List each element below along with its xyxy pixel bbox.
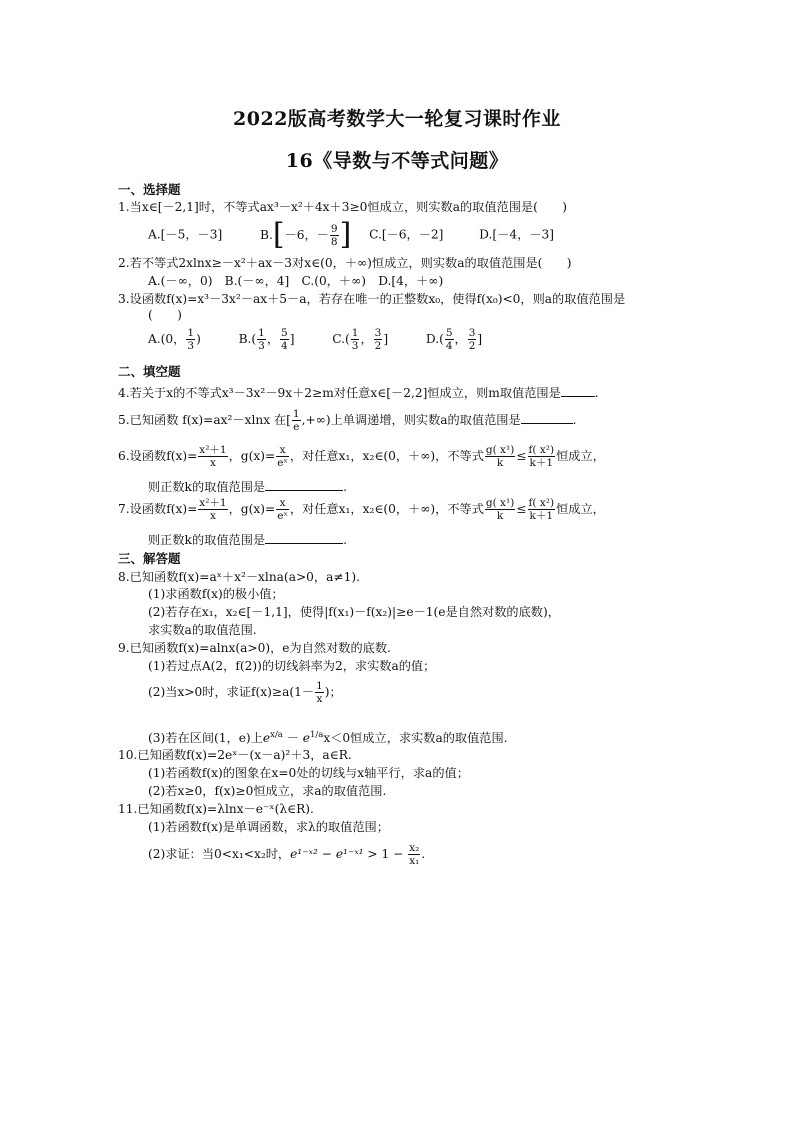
question-8-part1: (1)求函数f(x)的极小值； (148, 587, 284, 601)
q9-p3-e1: e (262, 731, 271, 746)
q9-p3-pre: (3)若在区间(1，e)上 (148, 731, 263, 746)
question-8-part2: (2)若存在x₁，x₂∈[－1,1]，使得|f(x₁)－f(x₂)|≥e－1(e是自然对数的底数)， (148, 605, 560, 619)
q9-p2-pre: (2)当x>0时，求证f(x)≥a(1－ (148, 685, 315, 699)
q7-line2-text: 则正数k的取值范围是 (148, 533, 266, 547)
q7-post: 恒成立， (556, 502, 605, 516)
q3-option-a (148, 327, 201, 352)
q7-l-den: k (496, 510, 504, 522)
q3-b-d1: 3 (258, 340, 265, 352)
q11-p2-pre: (2)求证：当0<x₁<x₂时， (148, 847, 291, 861)
q1-bracket-left: [ (272, 217, 285, 252)
q3-d-d1: 4 (445, 340, 453, 352)
q9-p3-post: 恒成立，求实数a的取值范围. (350, 731, 508, 746)
q4-stem: 4.若关于x的不等式x³－3x²－9x＋2≥m对任意x∈[－2,2]恒成立，则m取值范围是 (118, 386, 561, 400)
q7-g-frac (276, 497, 289, 522)
q1-b-den: 8 (330, 235, 338, 248)
question-11-part2 (148, 842, 425, 874)
q9-p3-e2: e (302, 731, 310, 746)
question-7 (118, 497, 605, 529)
q3-c-frac1 (351, 327, 360, 352)
question-2-stem: 2.若不等式2xlnx≥－x²＋ax－3对x∈(0，＋∞)恒成立，则实数a的取值范围是( ) (118, 256, 572, 270)
section-heading-solve: 三、解答题 (118, 551, 181, 566)
q11-p2-e1: e¹⁻ˣ² (290, 847, 318, 861)
q11-p2-end: . (421, 847, 426, 861)
question-10-part2: (2)若x≥0，f(x)≥0恒成立，求a的取值范围. (148, 784, 387, 798)
q5-post: ,+∞)上单调递增，则实数a的取值范围是 (301, 413, 521, 427)
question-3-paren: ( ) (148, 308, 182, 322)
q3-d-comma: ， (454, 332, 467, 346)
q9-p2-num: 1 (316, 680, 323, 692)
q7-r-frac (528, 497, 556, 522)
q7-pre: 7.设函数f(x)= (118, 502, 198, 516)
q11-p2-minus: − (317, 847, 336, 861)
q3-d-d2: 2 (468, 340, 476, 352)
q3-a-pre: A.(0， (148, 332, 186, 346)
q5-pre: 5.已知函数 f(x)=ax²－xlnx 在[ (118, 413, 291, 427)
question-6 (118, 444, 605, 476)
q1-bracket-right: ] (339, 217, 352, 252)
q1-option-b-text: －6，－ (284, 227, 329, 242)
q6-g-den: eˣ (277, 457, 288, 469)
q7-l-frac (485, 497, 515, 522)
question-11-part1: (1)若函数f(x)是单调函数，求λ的取值范围； (148, 820, 389, 834)
q1-option-b-prefix: B. (260, 227, 273, 242)
q6-g-frac (276, 444, 289, 469)
q6-f-frac (198, 444, 227, 469)
q3-d-n2: 3 (468, 327, 476, 339)
q6-f-den: x (209, 457, 216, 469)
q7-r-num: f( x²) (528, 497, 555, 509)
q9-p3-minus: － (282, 731, 303, 746)
q9-p3-exp1: x/a (270, 730, 283, 740)
question-1-options (148, 217, 554, 252)
question-5 (118, 408, 577, 438)
question-11-stem: 11.已知函数f(x)=λlnx－e⁻ˣ(λ∈R). (118, 802, 314, 816)
q7-end: . (343, 533, 347, 547)
q11-p2-gt: > 1 − (363, 847, 408, 861)
q6-pre: 6.设函数f(x)= (118, 449, 198, 463)
q7-answer-blank[interactable] (265, 531, 343, 544)
q3-c-pre: C.( (332, 332, 350, 346)
q3-option-c (332, 327, 389, 352)
q3-c-n1: 1 (351, 327, 359, 339)
q6-post: 恒成立， (556, 449, 605, 463)
q5-answer-blank[interactable] (521, 411, 573, 424)
q7-f-den: x (209, 510, 216, 522)
section-heading-choice: 一、选择题 (118, 182, 181, 197)
q1-option-b-fraction (330, 223, 339, 248)
q6-l-den: k (496, 457, 504, 469)
q3-b-d2: 4 (281, 340, 288, 352)
q6-l-frac (485, 444, 515, 469)
q3-b-n1: 1 (258, 327, 265, 339)
q6-mid1: ，g(x)= (228, 449, 276, 463)
q1-option-b (260, 217, 355, 252)
question-8-stem: 8.已知函数f(x)=aˣ＋x²－xlna(a>0，a≠1). (118, 570, 360, 584)
question-1-stem: 1.当x∈[－2,1]时，不等式ax³－x²＋4x＋3≥0恒成立，则实数a的取值范围是( ) (118, 200, 568, 214)
q5-frac (292, 408, 301, 433)
q11-p2-num: x₂ (409, 842, 420, 854)
question-9-part1: (1)若过点A(2，f(2))的切线斜率为2，求实数a的值； (148, 659, 436, 673)
q7-mid2: ，对任意x₁，x₂∈(0，＋∞)，不等式 (289, 502, 484, 516)
q3-c-d1: 3 (351, 340, 359, 352)
q3-b-pre: B.( (238, 332, 257, 346)
q9-p2-den: x (316, 693, 323, 705)
q6-end: . (343, 480, 347, 494)
q9-p3-exp2: 1/a (309, 730, 324, 740)
q3-b-n2: 5 (281, 327, 288, 339)
question-3-options (148, 327, 482, 359)
q1-b-num: 9 (330, 222, 338, 235)
page-title: 2022版高考数学大一轮复习课时作业 (233, 108, 561, 130)
q3-c-post: ] (383, 332, 389, 346)
q3-d-frac1 (445, 327, 454, 352)
q3-b-comma: ， (266, 332, 280, 346)
question-9-stem: 9.已知函数f(x)=alnx(a>0)，e为自然对数的底数. (118, 641, 391, 655)
question-9-part3 (148, 727, 508, 746)
q3-d-n1: 5 (445, 327, 453, 339)
q3-d-frac2 (468, 327, 477, 352)
q1-option-a: A.[－5，－3] (148, 227, 223, 242)
question-6-line2 (148, 478, 347, 495)
q11-p2-frac (408, 842, 420, 867)
q7-r-den: k＋1 (529, 510, 554, 522)
q6-f-num: x²＋1 (199, 444, 227, 456)
q5-end: . (572, 413, 577, 427)
q1-option-c: C.[－6，－2] (369, 227, 444, 242)
q5-den: e (293, 421, 300, 433)
q3-c-n2: 3 (374, 327, 382, 339)
q3-b-frac1 (257, 327, 266, 352)
q7-le: ≤ (516, 502, 527, 516)
q6-answer-blank[interactable] (265, 478, 343, 491)
q3-c-comma: ， (360, 332, 373, 346)
q3-option-d (425, 327, 483, 352)
q3-c-d2: 2 (374, 340, 382, 352)
q7-g-num: x (276, 497, 289, 510)
section-heading-fill: 二、填空题 (118, 364, 181, 379)
q3-d-post: ] (477, 332, 483, 346)
q6-r-num: f( x²) (528, 444, 555, 456)
q4-answer-blank[interactable] (561, 384, 595, 397)
q9-p2-post: )； (324, 685, 342, 699)
question-3-stem: 3.设函数f(x)=x³－3x²－ax＋5－a，若存在唯一的正整数x₀，使得f(x₀)<0，则a的取值范围是 (118, 292, 626, 306)
q6-le: ≤ (516, 449, 527, 463)
question-2-options: A.(－∞，0) B.(－∞，4] C.(0，＋∞) D.[4，＋∞) (148, 274, 444, 288)
q6-r-frac (528, 444, 556, 469)
q3-a-den: 3 (187, 340, 195, 352)
question-4 (118, 384, 599, 401)
q3-b-frac2 (280, 327, 289, 352)
question-9-part2 (148, 680, 342, 710)
q6-line2-text: 则正数k的取值范围是 (148, 480, 266, 494)
page-subtitle: 16《导数与不等式问题》 (285, 150, 509, 172)
q7-mid1: ，g(x)= (228, 502, 276, 516)
q6-l-num: g( x¹) (485, 444, 515, 456)
q11-p2-den: x₁ (409, 855, 420, 867)
q4-end: . (594, 386, 599, 400)
question-7-line2 (148, 531, 347, 548)
q6-g-num: x (276, 444, 289, 457)
q6-mid2: ，对任意x₁，x₂∈(0，＋∞)，不等式 (289, 449, 484, 463)
q3-d-pre: D.( (425, 332, 444, 346)
q5-num: 1 (292, 408, 300, 420)
q3-a-num: 1 (187, 327, 195, 339)
q3-b-post: ] (289, 332, 295, 346)
question-8-part2b: 求实数a的取值范围. (148, 623, 257, 637)
q7-g-den: eˣ (277, 510, 288, 522)
q7-l-num: g( x¹) (485, 497, 515, 509)
q3-c-frac2 (374, 327, 383, 352)
q3-option-b (238, 327, 295, 352)
q6-r-den: k＋1 (529, 457, 554, 469)
question-10-stem: 10.已知函数f(x)=2eˣ－(x－a)²＋3，a∈R. (118, 748, 352, 762)
q3-a-frac (186, 327, 195, 352)
q9-p2-frac (315, 680, 324, 705)
q7-f-num: x²＋1 (199, 497, 227, 509)
q3-a-post: ) (196, 332, 201, 346)
q11-p2-e2: e¹⁻ˣ¹ (335, 847, 364, 861)
question-10-part1: (1)若函数f(x)的图象在x=0处的切线与x轴平行，求a的值； (148, 766, 469, 780)
q1-option-d: D.[－4，－3] (479, 227, 554, 242)
q7-f-frac (198, 497, 227, 522)
q9-p3-mid: x＜0 (323, 731, 351, 746)
